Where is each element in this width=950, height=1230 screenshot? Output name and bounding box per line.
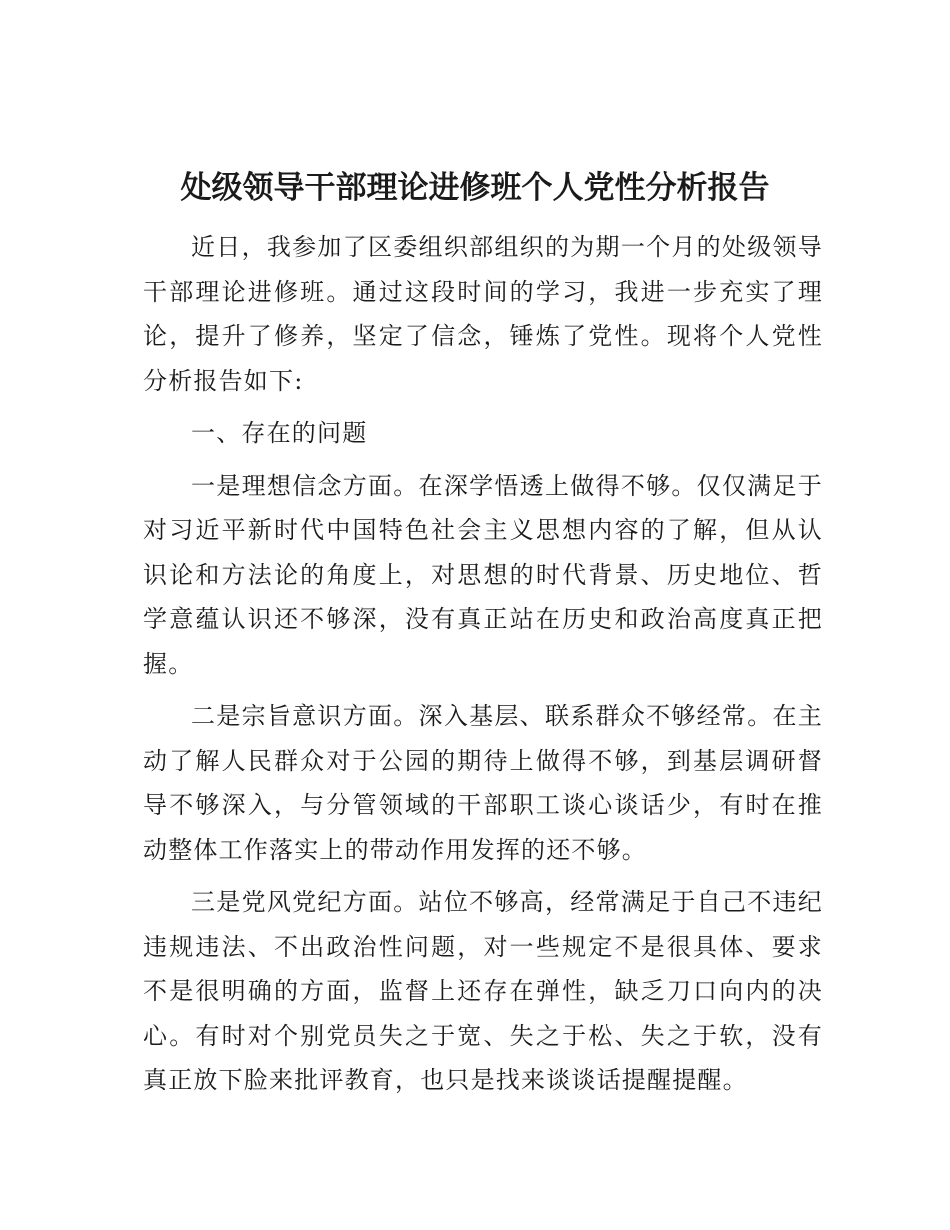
section-heading-problems: 一、存在的问题	[191, 419, 368, 447]
paragraph-party-discipline: 三是党风党纪方面。站位不够高，经常满足于自己不违纪违规违法、不出政治性问题，对一些规定不是很具体、要求不是很明确的方面，监督上还存在弹性，缺乏刀口向内的决心。有时对个别党员失之于宽、失之于松、失之于软，没有真正放下脸来批评教育，也只是找来谈谈话提醒提醒。	[143, 888, 823, 1094]
document-body	[143, 225, 823, 1111]
paragraph-purpose-awareness: 二是宗旨意识方面。深入基层、联系群众不够经常。在主动了解人民群众对于公园的期待上做得不够，到基层调研督导不够深入，与分管领域的干部职工谈心谈话少，有时在推动整体工作落实上的带动作用发挥的还不够。	[143, 702, 823, 864]
document-title: 处级领导干部理论进修班个人党性分析报告	[180, 170, 770, 206]
intro-paragraph: 近日，我参加了区委组织部组织的为期一个月的处级领导干部理论进修班。通过这段时间的学习，我进一步充实了理论，提升了修养，坚定了信念，锤炼了党性。现将个人党性分析报告如下:	[143, 233, 823, 395]
paragraph-ideals-beliefs: 一是理想信念方面。在深学悟透上做得不够。仅仅满足于对习近平新时代中国特色社会主义思想内容的了解，但从认识论和方法论的角度上，对思想的时代背景、历史地位、哲学意蕴认识还不够深，没有真正站在历史和政治高度真正把握。	[143, 471, 823, 678]
